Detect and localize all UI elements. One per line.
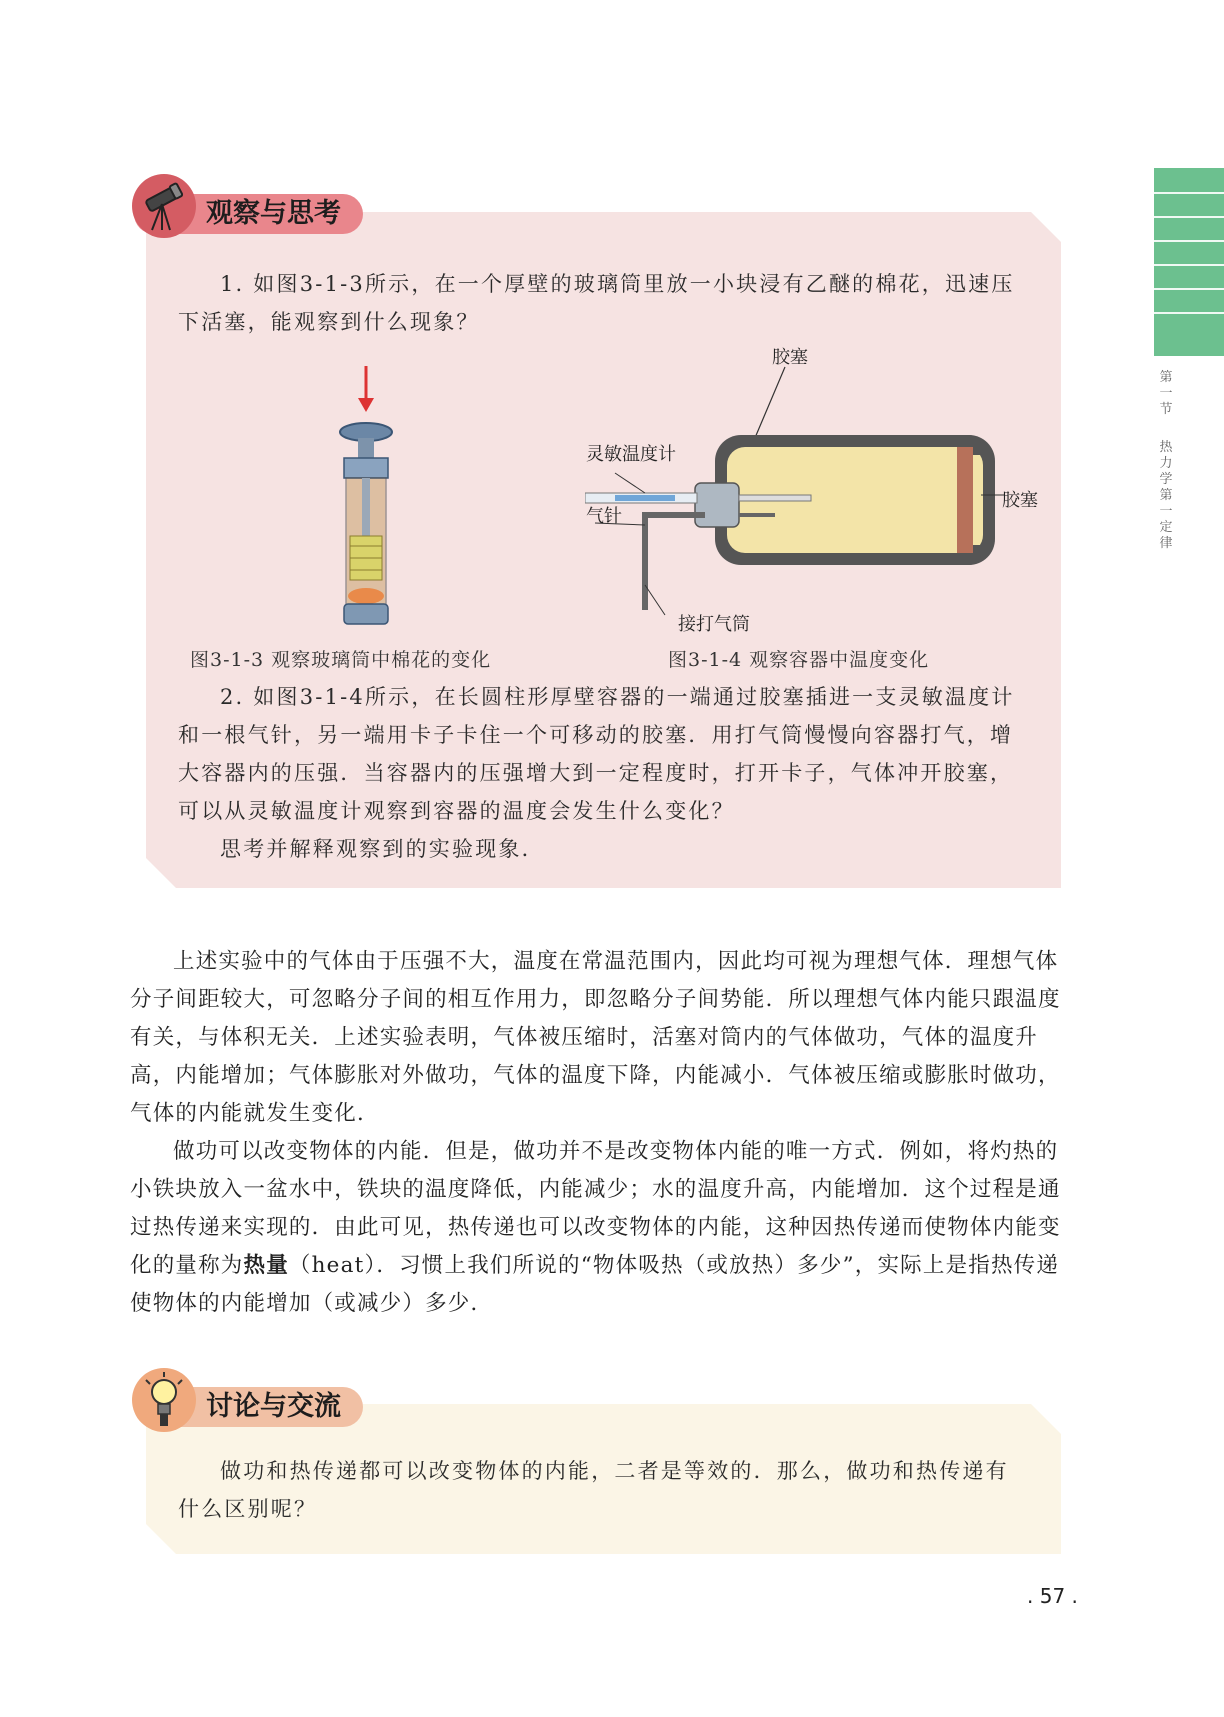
telescope-icon [132, 174, 196, 238]
keyword-heat: 热量 [243, 1253, 289, 1278]
question-3: 思考并解释观察到的实验现象． [220, 837, 545, 861]
page-number: . 57 . [1027, 1584, 1078, 1608]
figure-1-caption: 图3-1-3 观察玻璃筒中棉花的变化 [190, 649, 492, 671]
label-needle: 气针 [586, 506, 622, 527]
chapter-label: 热力学第一定律 [1159, 440, 1173, 551]
container-figure [585, 355, 1025, 635]
label-pump: 接打气筒 [678, 614, 750, 635]
question-1: 1. 如图3-1-3所示，在一个厚壁的玻璃筒里放一小块浸有乙醚的棉花，迅速压下活塞，能观察到什么现象？ [178, 272, 1015, 334]
glass-tube-figure [320, 360, 420, 630]
discuss-text: 做功和热传递都可以改变物体的内能，二者是等效的．那么，做功和热传递有什么区别呢？ [178, 1459, 1009, 1521]
discuss-badge: 讨论与交流 [134, 1387, 363, 1427]
chapter-color-tab [1154, 168, 1224, 356]
label-stopper-right: 胶塞 [1002, 490, 1038, 511]
question-2: 2. 如图3-1-4所示，在长圆柱形厚壁容器的一端通过胶塞插进一支灵敏温度计和一根气针，另一端用卡子卡住一个可移动的胶塞．用打气筒慢慢向容器打气，增大容器内的压强．当容器内的压强增大到一定程度时，打开卡子，气体冲开胶塞，可以从灵敏温度计观察到容器的温度会发生什么变化？ [178, 685, 1015, 823]
label-thermometer: 灵敏温度计 [586, 444, 676, 465]
body-paragraph-2: 做功可以改变物体的内能．但是，做功并不是改变物体内能的唯一方式．例如，将灼热的小铁块放入一盆水中，铁块的温度降低，内能减少；水的温度升高，内能增加．这个过程是通过热传递来实现的．由此可见，热传递也可以改变物体的内能，这种因热传递而使物体内能变化的量称为热量（heat）．习惯上我们所说的“物体吸热（或放热）多少”，实际上是指热传递使物体的内能增加（或减少）多少． [130, 1139, 1061, 1316]
section-label: 第一节 [1159, 370, 1173, 417]
observe-think-badge: 观察与思考 [134, 194, 363, 234]
figure-2-caption: 图3-1-4 观察容器中温度变化 [668, 649, 930, 671]
body-paragraph-1: 上述实验中的气体由于压强不大，温度在常温范围内，因此均可视为理想气体．理想气体分子间距较大，可忽略分子间的相互作用力，即忽略分子间势能．所以理想气体内能只跟温度有关，与体积无关．上述实验表明，气体被压缩时，活塞对筒内的气体做功，气体的温度升高，内能增加；气体膨胀对外做功，气体的温度下降，内能减小．气体被压缩或膨胀时做功，气体的内能就发生变化． [130, 949, 1061, 1126]
label-stopper-top: 胶塞 [772, 347, 808, 368]
lightbulb-icon [132, 1368, 196, 1432]
